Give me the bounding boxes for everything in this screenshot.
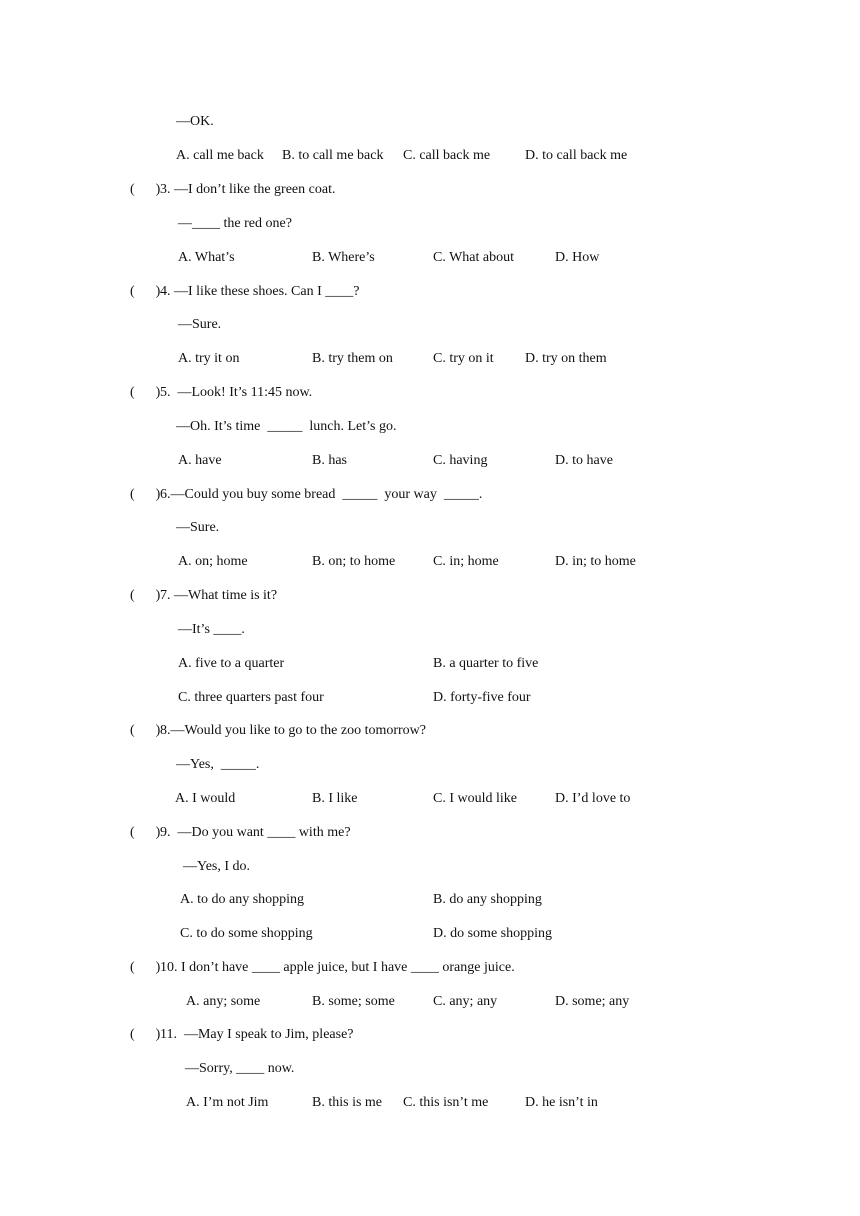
q4-reply: —Sure. [178, 317, 222, 332]
q9-option-a: A. to do any shopping [180, 892, 305, 907]
q5-stem: 5. —Look! It’s 11:45 now. [160, 385, 313, 400]
q4-option-b: B. try them on [312, 351, 393, 366]
q9-stem: 9. —Do you want ____ with me? [160, 825, 351, 840]
q5-option-d: D. to have [555, 453, 613, 468]
q5-answer-blank: ( ) [130, 385, 161, 400]
q2-option-d: D. to call back me [525, 148, 628, 163]
q4-option-c: C. try on it [433, 351, 494, 366]
q6-option-c: C. in; home [433, 554, 499, 569]
q11-reply: —Sorry, ____ now. [185, 1061, 295, 1076]
q3-option-d: D. How [555, 250, 600, 265]
q2-option-a: A. call me back [176, 148, 264, 163]
q11-option-d: D. he isn’t in [525, 1095, 598, 1110]
q9-option-c: C. to do some shopping [180, 926, 313, 941]
q11-stem: 11. —May I speak to Jim, please? [160, 1027, 354, 1042]
q4-answer-blank: ( ) [130, 284, 161, 299]
q4-stem: 4. —I like these shoes. Can I ____? [160, 284, 360, 299]
q3-answer-blank: ( ) [130, 182, 161, 197]
q8-option-d: D. I’d love to [555, 791, 631, 806]
q9-option-d: D. do some shopping [433, 926, 552, 941]
q10-stem: 10. I don’t have ____ apple juice, but I have ____ orange juice. [160, 960, 515, 975]
q7-option-b: B. a quarter to five [433, 656, 539, 671]
q11-option-b: B. this is me [312, 1095, 383, 1110]
q9-reply: —Yes, I do. [183, 859, 251, 874]
q6-stem: 6.—Could you buy some bread _____ your way _____. [160, 487, 483, 502]
q11-answer-blank: ( ) [130, 1027, 161, 1042]
q2-option-b: B. to call me back [282, 148, 384, 163]
q7-reply: —It’s ____. [178, 622, 245, 637]
q10-option-c: C. any; any [433, 994, 498, 1009]
q5-option-b: B. has [312, 453, 347, 468]
q7-option-a: A. five to a quarter [178, 656, 285, 671]
q4-option-d: D. try on them [525, 351, 607, 366]
q7-option-c: C. three quarters past four [178, 690, 324, 705]
q6-answer-blank: ( ) [130, 487, 161, 502]
q2-option-c: C. call back me [403, 148, 491, 163]
q8-answer-blank: ( ) [130, 723, 161, 738]
q8-option-a: A. I would [175, 791, 236, 806]
q6-option-d: D. in; to home [555, 554, 636, 569]
q7-stem: 7. —What time is it? [160, 588, 278, 603]
q10-option-a: A. any; some [186, 994, 261, 1009]
q3-option-b: B. Where’s [312, 250, 375, 265]
q8-option-b: B. I like [312, 791, 358, 806]
q4-option-a: A. try it on [178, 351, 240, 366]
q3-option-c: C. What about [433, 250, 515, 265]
q9-answer-blank: ( ) [130, 825, 161, 840]
q7-answer-blank: ( ) [130, 588, 161, 603]
q5-reply: —Oh. It’s time _____ lunch. Let’s go. [176, 419, 397, 434]
q9-option-b: B. do any shopping [433, 892, 542, 907]
q3-option-a: A. What’s [178, 250, 235, 265]
q2-answer: —OK. [176, 114, 214, 129]
q11-option-a: A. I’m not Jim [186, 1095, 269, 1110]
q10-option-b: B. some; some [312, 994, 395, 1009]
q6-reply: —Sure. [176, 520, 220, 535]
q10-answer-blank: ( ) [130, 960, 161, 975]
q3-stem: 3. —I don’t like the green coat. [160, 182, 336, 197]
q5-option-a: A. have [178, 453, 222, 468]
q8-stem: 8.—Would you like to go to the zoo tomorrow? [160, 723, 426, 738]
q6-option-b: B. on; to home [312, 554, 396, 569]
q10-option-d: D. some; any [555, 994, 630, 1009]
q11-option-c: C. this isn’t me [403, 1095, 489, 1110]
q6-option-a: A. on; home [178, 554, 248, 569]
q3-reply: —____ the red one? [178, 216, 292, 231]
q8-option-c: C. I would like [433, 791, 517, 806]
q5-option-c: C. having [433, 453, 488, 468]
q8-reply: —Yes, _____. [176, 757, 260, 772]
q7-option-d: D. forty-five four [433, 690, 531, 705]
